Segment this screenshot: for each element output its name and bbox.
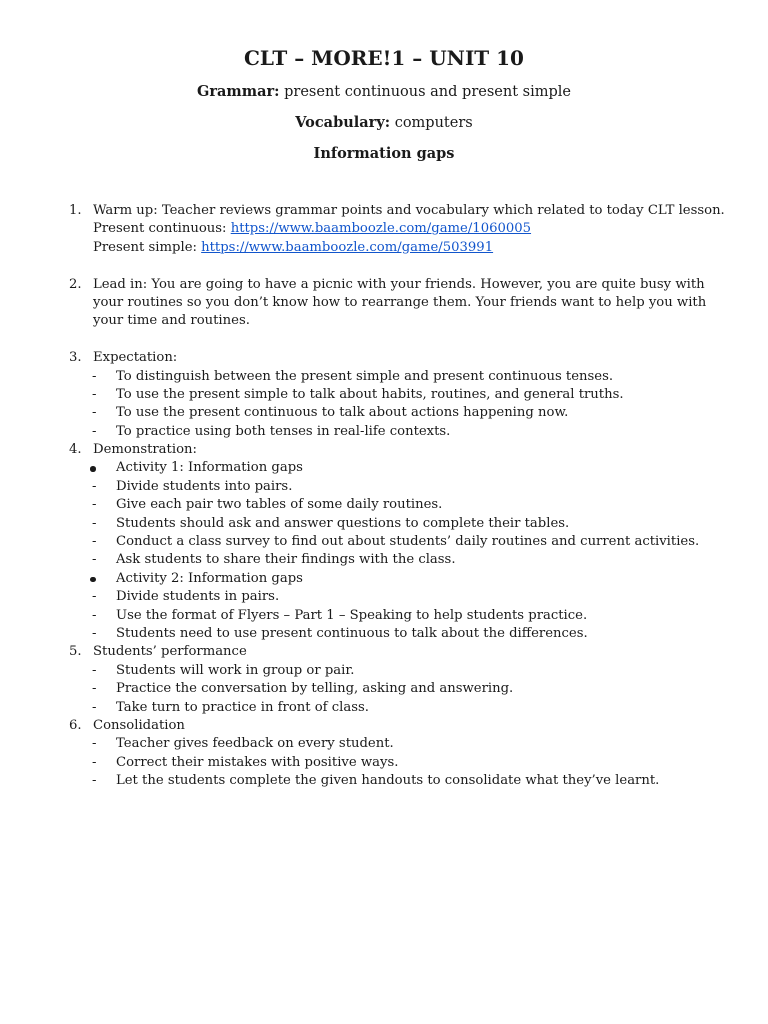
item-number: 6. (69, 717, 82, 733)
item-number: 4. (69, 442, 82, 458)
consolidation-heading: Consolidation (93, 717, 185, 733)
dash-marker: - (92, 699, 97, 715)
grammar-label: Grammar: (197, 83, 280, 100)
leadin-text-line: Lead in: You are going to have a picnic with your friends. However, you are quite busy with (93, 276, 705, 292)
sub-item-text: To use the present continuous to talk about actions happening now. (116, 405, 569, 421)
sub-item-text: Practice the conversation by telling, asking and answering. (116, 681, 514, 697)
activity-bullet-item (0, 570, 768, 588)
item-number: 5. (69, 644, 82, 660)
list-item-leadin (0, 276, 768, 294)
present-simple-label: Present simple: (93, 239, 202, 255)
dash-marker: - (92, 589, 97, 605)
sub-item-text: Students need to use present continuous to talk about the differences. (116, 625, 588, 641)
present-simple-link[interactable]: https://www.baamboozle.com/game/503991 (201, 239, 494, 255)
list-item-consolidation (0, 717, 768, 735)
list-item-performance (0, 643, 768, 661)
sub-list-item (0, 662, 768, 680)
present-continuous-link[interactable]: https://www.baamboozle.com/game/1060005 (230, 221, 532, 237)
sub-list-item (0, 699, 768, 717)
sub-item-text: Conduct a class survey to find out about students’ daily routines and current activities. (116, 534, 700, 550)
warmup-text: Warm up: Teacher reviews grammar points and vocabulary which related to today CLT lesson. (93, 203, 725, 218)
document-title: CLT – MORE!1 – UNIT 10 (244, 46, 524, 70)
item-number: 3. (69, 350, 82, 366)
sub-item-text: Students will work in group or pair. (116, 662, 355, 678)
expectation-heading: Expectation: (93, 350, 178, 366)
dash-marker: - (92, 607, 97, 623)
vocabulary-value: computers (390, 115, 473, 131)
bullet-icon (90, 466, 96, 472)
sub-item-text: To use the present simple to talk about habits, routines, and general truths. (116, 386, 624, 402)
dash-marker: - (92, 681, 97, 697)
leadin-text-line: your routines so you don’t know how to rearrange them. Your friends want to help you with (93, 294, 707, 310)
activity-1-title: Activity 1: Information gaps (116, 460, 303, 476)
sub-list-item (0, 404, 768, 422)
list-item-demonstration (0, 441, 768, 459)
leadin-text-line: your time and routines. (93, 313, 250, 329)
grammar-value: present continuous and present simple (279, 84, 571, 100)
sub-list-item (0, 754, 768, 772)
sub-item-text: Take turn to practice in front of class. (116, 699, 369, 715)
sub-item-text: Give each pair two tables of some daily routines. (116, 497, 443, 513)
sub-list-item (0, 423, 768, 441)
sub-item-text: Students should ask and answer questions to complete their tables. (116, 515, 570, 531)
sub-list-item (0, 496, 768, 514)
dash-marker: - (92, 478, 97, 494)
sub-item-text: Use the format of Flyers – Part 1 – Speaking to help students practice. (116, 607, 588, 623)
dash-marker: - (92, 386, 97, 402)
sub-item-text: Divide students into pairs. (116, 478, 293, 494)
item-number: 1. (69, 203, 82, 218)
sub-list-item (0, 368, 768, 386)
dash-marker: - (92, 423, 97, 439)
present-continuous-label: Present continuous: (93, 221, 231, 237)
activity-2-title: Activity 2: Information gaps (116, 570, 303, 586)
leadin-row (0, 294, 768, 312)
sub-item-text: Let the students complete the given handouts to consolidate what they’ve learnt. (116, 773, 660, 789)
sub-item-text: To distinguish between the present simple and present continuous tenses. (116, 368, 614, 384)
performance-heading: Students’ performance (93, 644, 247, 660)
lesson-plan-list (0, 202, 768, 791)
spacer (0, 331, 768, 349)
sub-item-text: Ask students to share their findings with the class. (116, 552, 456, 568)
sub-list-item (0, 515, 768, 533)
sub-item-text: To practice using both tenses in real-life contexts. (116, 423, 451, 439)
dash-marker: - (92, 736, 97, 752)
sub-list-item (0, 478, 768, 496)
present-continuous-link-row (0, 220, 768, 238)
leadin-row (0, 312, 768, 330)
dash-marker: - (92, 368, 97, 384)
sub-list-item (0, 533, 768, 551)
demonstration-heading: Demonstration: (93, 442, 197, 458)
dash-marker: - (92, 515, 97, 531)
vocabulary-label: Vocabulary: (295, 114, 391, 131)
dash-marker: - (92, 534, 97, 550)
sub-list-item (0, 551, 768, 569)
list-item-warmup (0, 202, 768, 220)
grammar-line (0, 82, 768, 102)
sub-list-item (0, 735, 768, 753)
spacer (0, 257, 768, 275)
dash-marker: - (92, 662, 97, 678)
sub-item-text: Teacher gives feedback on every student. (116, 736, 394, 752)
sub-list-item (0, 588, 768, 606)
bullet-icon (90, 577, 96, 583)
sub-list-item (0, 772, 768, 790)
sub-list-item (0, 625, 768, 643)
present-simple-link-row (0, 239, 768, 257)
sub-item-text: Divide students in pairs. (116, 589, 280, 605)
sub-list-item (0, 607, 768, 625)
vocabulary-line (0, 113, 768, 133)
dash-marker: - (92, 405, 97, 421)
dash-marker: - (92, 552, 97, 568)
activity-bullet-item (0, 459, 768, 477)
list-item-expectation (0, 349, 768, 367)
item-number: 2. (69, 276, 82, 292)
sub-list-item (0, 386, 768, 404)
document-subtitle: Information gaps (313, 145, 455, 162)
dash-marker: - (92, 773, 97, 789)
dash-marker: - (92, 754, 97, 770)
dash-marker: - (92, 625, 97, 641)
sub-list-item (0, 680, 768, 698)
dash-marker: - (92, 497, 97, 513)
sub-item-text: Correct their mistakes with positive ways. (116, 754, 399, 770)
